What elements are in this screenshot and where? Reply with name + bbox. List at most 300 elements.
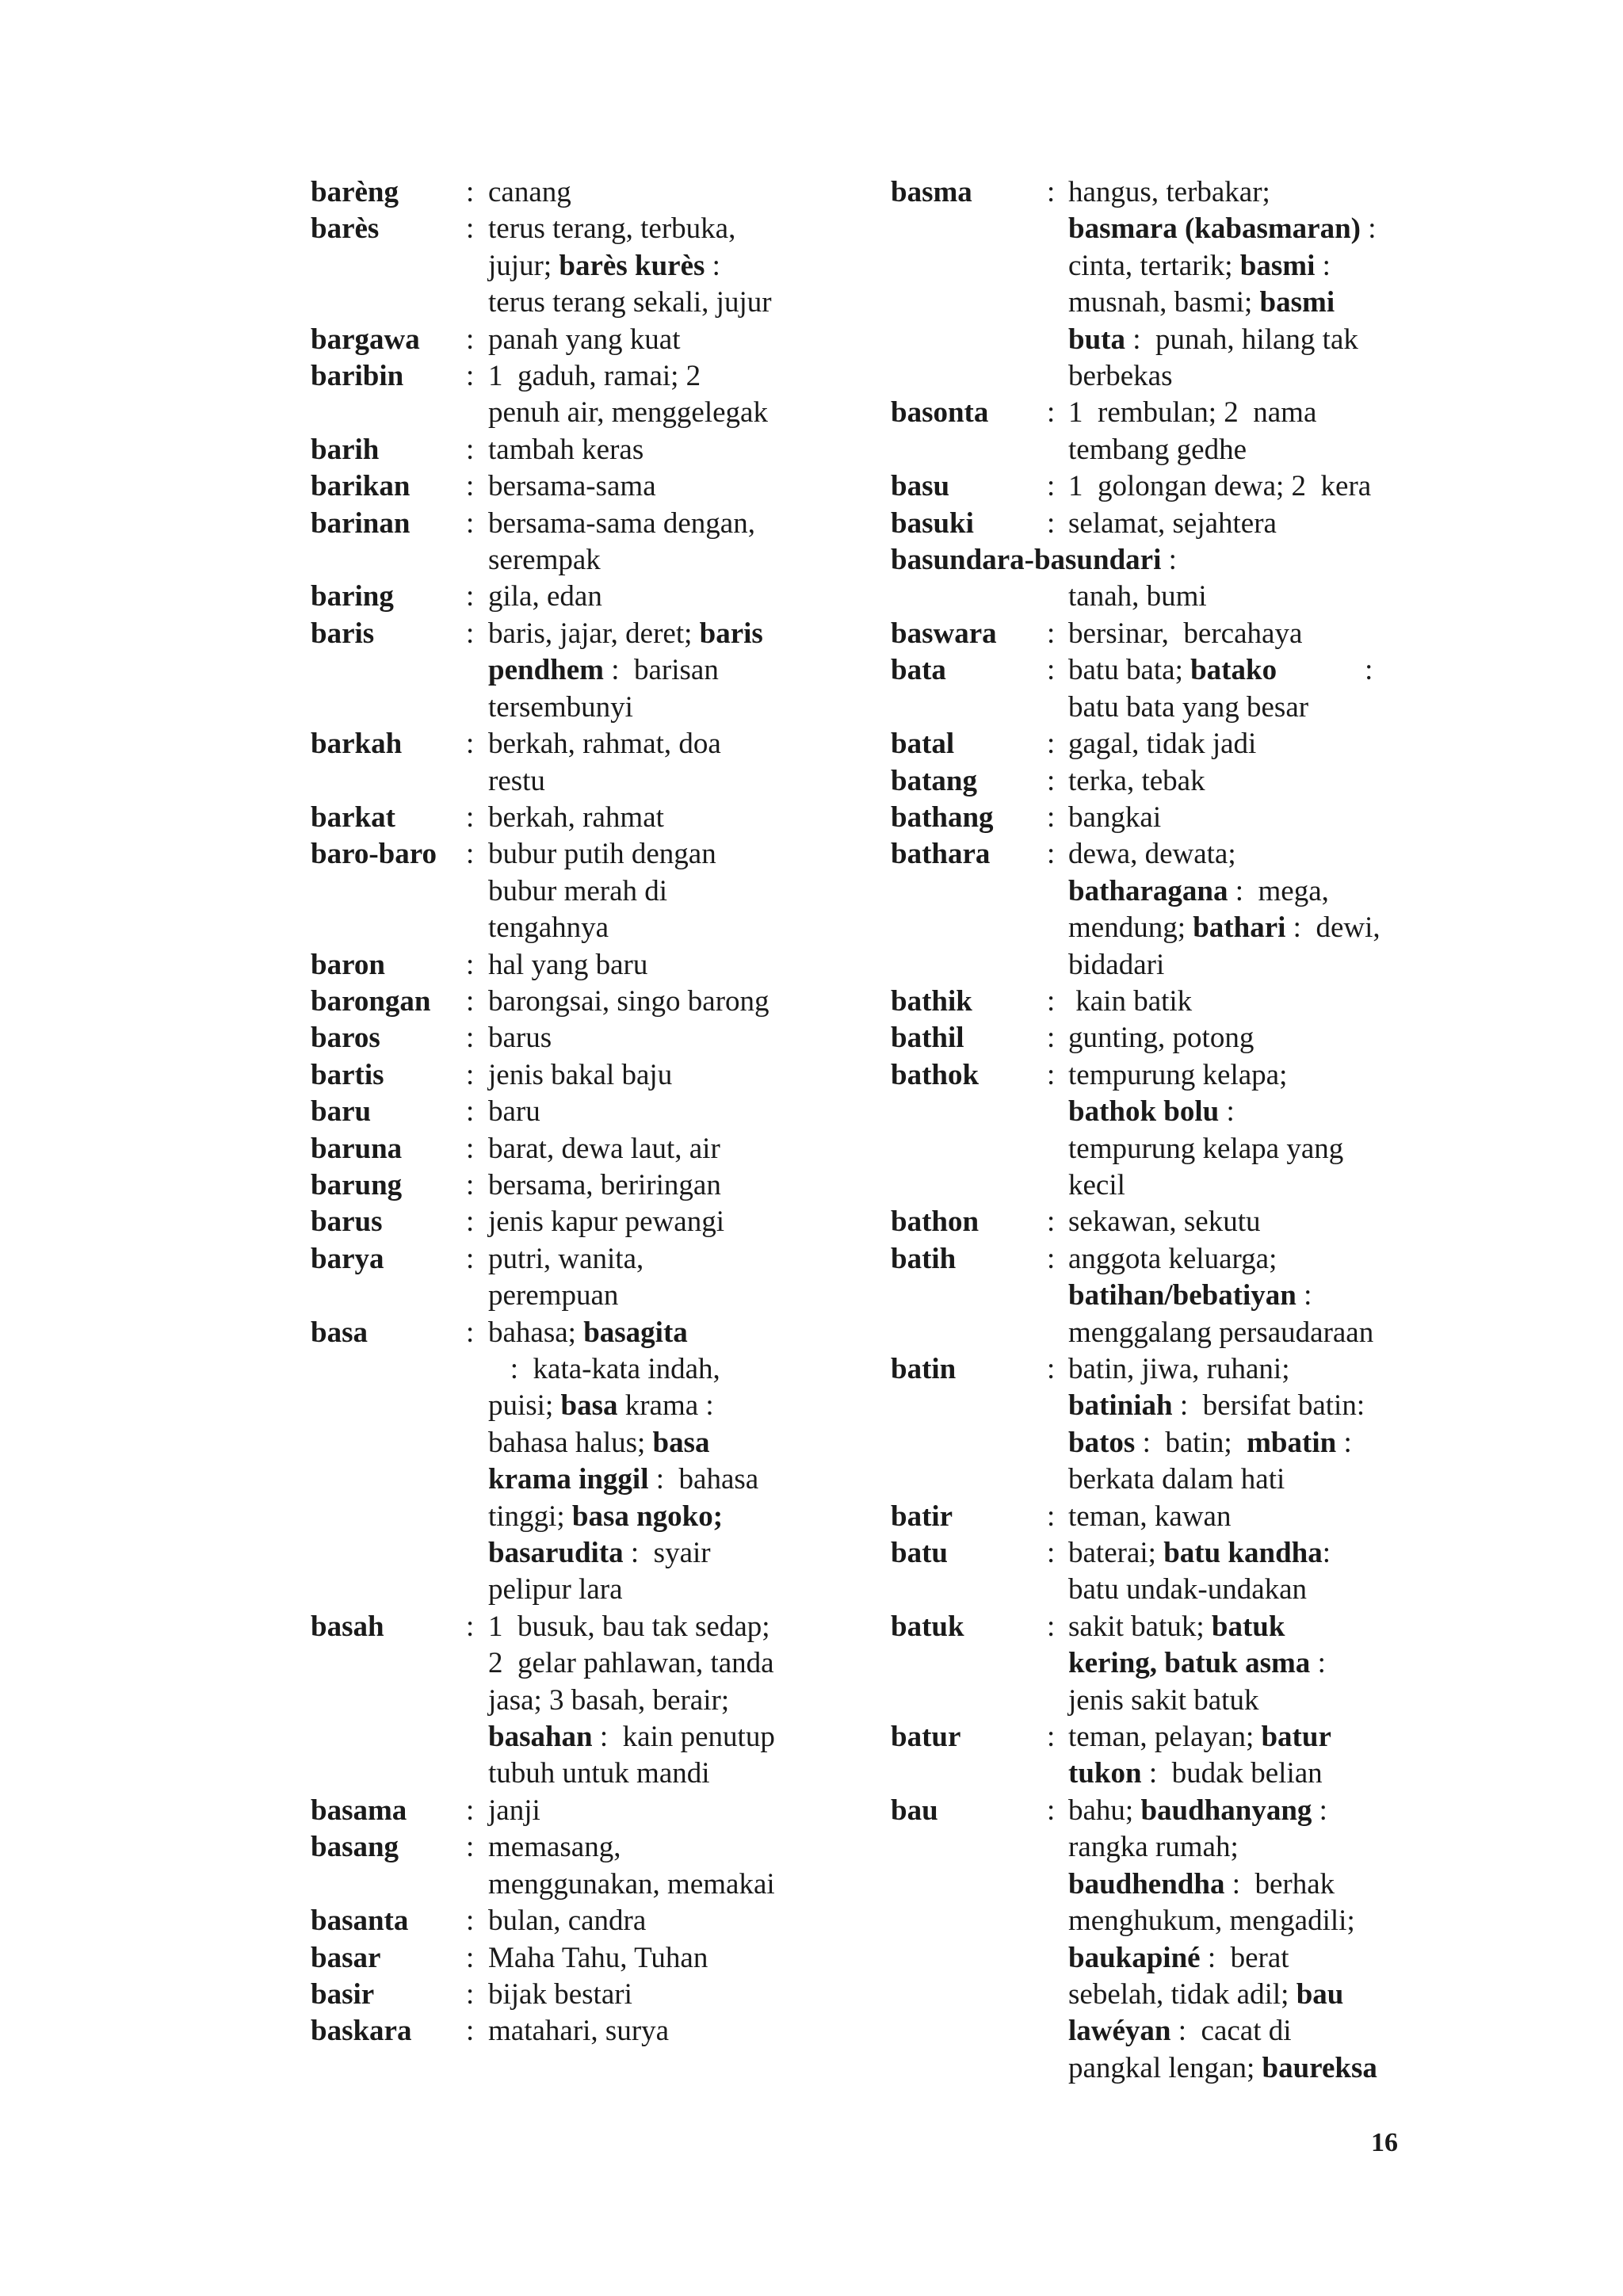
dictionary-entry: [311, 1793, 834, 1829]
sub-headword: batiniah: [1068, 1389, 1173, 1423]
sub-headword: basmi: [1239, 249, 1316, 282]
sub-headword: batos: [1068, 1426, 1136, 1459]
definition: [488, 174, 834, 211]
sub-headword: baureksa: [1262, 2051, 1377, 2084]
definition-text: pelipur lara: [488, 1573, 623, 1606]
definition-text: : punah, hilang tak: [1125, 323, 1358, 356]
separator-colon: :: [1047, 1721, 1056, 1754]
sub-headword: baudhanyang: [1140, 1794, 1312, 1827]
definition-text: :: [1361, 212, 1377, 246]
separator-colon: :: [1047, 838, 1056, 871]
definition-text: :: [1336, 1426, 1352, 1459]
headword: batal: [891, 728, 955, 761]
definition-text: kain batik: [1068, 984, 1193, 1018]
separator-colon: :: [466, 1058, 475, 1091]
definition-text: berkah, rahmat, doa: [488, 728, 721, 761]
headword: basa: [311, 1316, 368, 1349]
headword: basundara-basundari: [891, 544, 1162, 577]
dictionary-entry: [311, 1829, 834, 1903]
definition-text: baterai;: [1068, 1537, 1164, 1570]
separator-colon: :: [466, 470, 475, 503]
definition-text: gagal, tidak jadi: [1068, 728, 1257, 761]
definition: [488, 1903, 834, 1939]
separator-colon: :: [466, 1794, 475, 1827]
dictionary-entry: [311, 726, 834, 800]
separator-colon: :: [466, 728, 475, 761]
definition-text: panah yang kuat: [488, 323, 681, 356]
separator-colon: :: [466, 1831, 475, 1864]
headword: basonta: [891, 396, 989, 430]
separator-colon: :: [466, 1977, 475, 2011]
definition: [488, 506, 834, 579]
definition: [1068, 726, 1414, 762]
separator-colon: :: [466, 2015, 475, 2048]
dictionary-entry: [891, 1057, 1414, 1205]
definition-text: krama :: [617, 1389, 714, 1423]
headword: basu: [891, 470, 950, 503]
definition-text: :: [705, 249, 720, 282]
definition-text: tembang gedhe: [1068, 433, 1247, 466]
definition: [488, 358, 834, 432]
sub-headword: basa: [652, 1426, 710, 1459]
definition-text: bahasa halus;: [488, 1426, 653, 1459]
headword: bathara: [891, 838, 991, 871]
definition: [1068, 1793, 1414, 2087]
headword: barkah: [311, 728, 403, 761]
separator-colon: :: [466, 433, 475, 466]
dictionary-entry: [311, 1020, 834, 1056]
headword: basar: [311, 1941, 381, 1974]
sub-headword: bathok bolu: [1068, 1095, 1220, 1129]
separator-colon: :: [1047, 1058, 1056, 1091]
definition: [1068, 1204, 1414, 1240]
separator-colon: :: [1047, 617, 1056, 650]
separator-colon: :: [1047, 764, 1056, 797]
sub-headword: batuk: [1211, 1610, 1285, 1643]
dictionary-entry: [891, 1719, 1414, 1793]
definition-text: rangka rumah;: [1068, 1831, 1239, 1864]
dictionary-entry: [311, 506, 834, 579]
definition-text: matahari, surya: [488, 2015, 670, 2048]
definition-text: 1 gaduh, ramai; 2: [488, 360, 701, 393]
definition-text: bubur putih dengan: [488, 838, 716, 871]
separator-colon: :: [1161, 544, 1177, 577]
sub-headword: batihan/bebatiyan: [1068, 1279, 1296, 1312]
definition: [488, 1057, 834, 1094]
sub-headword: basahan: [488, 1721, 593, 1754]
definition-text: gila, edan: [488, 580, 602, 613]
headword: basama: [311, 1794, 407, 1827]
definition-text: bahu;: [1068, 1794, 1141, 1827]
definition-text: bersinar, bercahaya: [1068, 617, 1303, 650]
definition-text: bulan, candra: [488, 1904, 647, 1938]
definition-text: baru: [488, 1095, 540, 1129]
definition-text: batu bata;: [1068, 654, 1191, 687]
dictionary-entry: [891, 984, 1414, 1020]
definition-text: tempurung kelapa yang: [1068, 1132, 1344, 1165]
separator-colon: :: [466, 838, 475, 871]
definition-text: serempak: [488, 544, 601, 577]
definition-text: batin, jiwa, ruhani;: [1068, 1353, 1290, 1385]
definition-text: tanah, bumi: [1068, 580, 1207, 613]
sub-headword: lawéyan: [1068, 2015, 1171, 2048]
definition-text: bersama, beriringan: [488, 1168, 721, 1201]
headword: barung: [311, 1168, 403, 1201]
definition: [488, 1020, 834, 1056]
definition-text: jasa; 3 basah, berair;: [488, 1683, 730, 1717]
separator-colon: :: [466, 1242, 475, 1275]
definition-text: bahasa;: [488, 1316, 584, 1349]
dictionary-entry: [891, 1204, 1414, 1240]
dictionary-entry: [891, 1793, 1414, 2087]
definition-text: jenis kapur pewangi: [488, 1205, 724, 1239]
definition-text: jenis sakit batuk: [1068, 1683, 1259, 1717]
definition-text: 1 busuk, bau tak sedap;: [488, 1610, 770, 1643]
definition-text: bidadari: [1068, 948, 1165, 981]
dictionary-entry: [891, 1020, 1414, 1056]
dictionary-entry: [311, 2013, 834, 2050]
headword: bathik: [891, 984, 972, 1018]
dictionary-entry: [891, 1609, 1414, 1719]
definition-text: sebelah, tidak adil;: [1068, 1977, 1296, 2011]
definition-text: batu bata yang besar: [1068, 690, 1309, 724]
definition-text: :: [1312, 1794, 1327, 1827]
headword: barih: [311, 433, 380, 466]
headword: baro-baro: [311, 838, 437, 871]
headword: baskara: [311, 2015, 412, 2048]
definition-text: gunting, potong: [1068, 1022, 1254, 1055]
separator-colon: :: [466, 1168, 475, 1201]
dictionary-entry: [311, 1241, 834, 1315]
definition-text: canang: [488, 176, 571, 208]
definition-text: : budak belian: [1141, 1757, 1323, 1790]
definition-text: :: [1310, 1647, 1326, 1680]
dictionary-entry: [311, 800, 834, 836]
definition: [488, 468, 834, 505]
sub-headword: buta: [1068, 323, 1125, 356]
headword: batih: [891, 1242, 957, 1275]
dictionary-entry: [891, 506, 1414, 542]
separator-colon: :: [466, 212, 475, 246]
definition-text: bijak bestari: [488, 1977, 632, 2011]
definition: [1068, 984, 1414, 1020]
definition-text: restu: [488, 764, 545, 797]
definition-text: :: [1315, 249, 1331, 282]
dictionary-entry: [311, 1057, 834, 1094]
sub-headword: basmi: [1259, 286, 1335, 319]
definition-text: janji: [488, 1794, 540, 1827]
headword: bathang: [891, 800, 994, 834]
separator-colon: :: [466, 323, 475, 356]
dictionary-entry: [891, 468, 1414, 505]
headword: baswara: [891, 617, 997, 650]
separator-colon: :: [466, 360, 475, 393]
definition-text: batu undak-undakan: [1068, 1573, 1308, 1606]
definition-text: jenis bakal baju: [488, 1058, 673, 1091]
separator-colon: :: [1047, 1022, 1056, 1055]
definition-text: 2 gelar pahlawan, tanda: [488, 1647, 774, 1680]
dictionary-entry: [311, 579, 834, 615]
dictionary-entry: [311, 1315, 834, 1609]
dictionary-entry: [891, 1241, 1414, 1351]
separator-colon: :: [466, 506, 475, 540]
definition: [1068, 763, 1414, 800]
sub-headword: baudhendha: [1068, 1867, 1225, 1901]
headword: bathil: [891, 1022, 964, 1055]
definition-text: tengahnya: [488, 911, 609, 945]
separator-colon: :: [1047, 1794, 1056, 1827]
definition: [488, 579, 834, 615]
dictionary-entry: [891, 616, 1414, 652]
headword: bartis: [311, 1058, 384, 1091]
separator-colon: :: [1047, 396, 1056, 430]
definition-text: terus terang, terbuka,: [488, 212, 736, 246]
definition-text: kecil: [1068, 1168, 1125, 1201]
definition: [488, 1609, 834, 1793]
definition-text: musnah, basmi;: [1068, 286, 1260, 319]
definition-text: teman, pelayan;: [1068, 1721, 1262, 1754]
definition-text: :: [1277, 654, 1373, 687]
sub-headword: barès kurès: [559, 249, 705, 282]
headword: barus: [311, 1205, 383, 1239]
headword: barkat: [311, 800, 395, 834]
definition: [1068, 1499, 1414, 1535]
definition: [1068, 1057, 1414, 1205]
definition: [488, 1940, 834, 1977]
dictionary-entry: [891, 1499, 1414, 1535]
dictionary-entry: [891, 652, 1414, 726]
headword: baru: [311, 1095, 372, 1129]
dictionary-entry: [311, 174, 834, 211]
dictionary-entry: [311, 1977, 834, 2013]
dictionary-entry: [311, 322, 834, 358]
dictionary-entry: [311, 211, 834, 321]
dictionary-entry: [891, 1351, 1414, 1499]
dictionary-entry: [311, 1903, 834, 1939]
dictionary-entry: [311, 1940, 834, 1977]
separator-colon: :: [1047, 728, 1056, 761]
definition-text: : berat: [1200, 1941, 1289, 1974]
separator-colon: :: [466, 1941, 475, 1974]
definition-text: selamat, sejahtera: [1068, 506, 1277, 540]
definition: [488, 1094, 834, 1130]
right-column: [891, 174, 1414, 2087]
definition: [488, 726, 834, 800]
definition-text: : mega,: [1228, 874, 1329, 907]
headword: basma: [891, 176, 972, 208]
definition-text: : berhak: [1224, 1867, 1335, 1901]
definition-text: bangkai: [1068, 800, 1162, 834]
separator-colon: :: [466, 948, 475, 981]
definition-text: 1 golongan dewa; 2 kera: [1068, 470, 1372, 503]
sub-headword: basarudita: [488, 1537, 624, 1570]
separator-colon: :: [1047, 1537, 1056, 1570]
dictionary-entry: [311, 1094, 834, 1130]
definition: [1068, 652, 1414, 726]
definition-text: : bersifat batin:: [1172, 1389, 1365, 1423]
separator-colon: :: [466, 617, 475, 650]
sub-headword: basmara (kabasmaran): [1068, 212, 1361, 246]
definition-text: : batin;: [1135, 1426, 1247, 1459]
dictionary-entry: [311, 468, 834, 505]
headword: baruna: [311, 1132, 403, 1165]
headword: basah: [311, 1610, 384, 1643]
headword: basuki: [891, 506, 974, 540]
definition: [488, 984, 834, 1020]
separator-colon: :: [466, 580, 475, 613]
separator-colon: :: [1047, 800, 1056, 834]
definition-text: tubuh untuk mandi: [488, 1757, 710, 1790]
definition: [1068, 1241, 1414, 1351]
dictionary-entry: [891, 174, 1414, 395]
definition: [488, 322, 834, 358]
definition-text: memasang,: [488, 1831, 621, 1864]
separator-colon: :: [466, 176, 475, 208]
dictionary-entry: [891, 836, 1414, 984]
headword: barèng: [311, 176, 399, 208]
headword: bau: [891, 1794, 938, 1827]
definition-text: :: [1322, 1537, 1331, 1570]
left-column: [311, 174, 834, 2050]
sub-headword: batharagana: [1068, 874, 1228, 907]
definition-text: puisi;: [488, 1389, 561, 1423]
headword: bata: [891, 654, 946, 687]
separator-colon: :: [1047, 470, 1056, 503]
definition-text: sakit batuk;: [1068, 1610, 1212, 1643]
definition: [1068, 580, 1207, 613]
definition-text: bersama-sama dengan,: [488, 506, 755, 540]
headword: barès: [311, 212, 380, 246]
definition: [1068, 1609, 1414, 1719]
dictionary-entry: [311, 1204, 834, 1240]
definition-text: berkah, rahmat: [488, 800, 664, 834]
separator-colon: :: [1047, 1610, 1056, 1643]
separator-colon: :: [1047, 1499, 1056, 1533]
dictionary-entry: [311, 616, 834, 726]
separator-colon: :: [466, 984, 475, 1018]
sub-headword: bau: [1296, 1977, 1344, 2011]
definition-text: Maha Tahu, Tuhan: [488, 1941, 708, 1974]
definition-text: hal yang baru: [488, 948, 648, 981]
separator-colon: :: [466, 1095, 475, 1129]
dictionary-entry: [891, 800, 1414, 836]
definition-text: : syair: [623, 1537, 711, 1570]
definition: [488, 1167, 834, 1204]
dictionary-entry: [891, 1535, 1414, 1609]
sub-headword: mbatin: [1247, 1426, 1337, 1459]
separator-colon: :: [466, 800, 475, 834]
definition-text: putri, wanita,: [488, 1242, 644, 1275]
headword: bargawa: [311, 323, 420, 356]
headword: batin: [891, 1353, 957, 1385]
headword: baring: [311, 580, 394, 613]
headword: batang: [891, 764, 977, 797]
dictionary-entry: [311, 432, 834, 468]
page-number: 16: [1371, 2128, 1398, 2157]
separator-colon: :: [466, 1610, 475, 1643]
separator-colon: :: [1047, 1242, 1056, 1275]
definition: [1068, 1020, 1414, 1056]
sub-headword: baris: [699, 617, 763, 650]
definition-text: baris, jajar, deret;: [488, 617, 700, 650]
definition: [488, 2013, 834, 2050]
definition-text: 1 rembulan; 2 nama: [1068, 396, 1317, 430]
definition: [1068, 616, 1414, 652]
headword: barya: [311, 1242, 384, 1275]
definition-text: barongsai, singo barong: [488, 984, 769, 1018]
definition-text: : cacat di: [1170, 2015, 1292, 2048]
dictionary-entry: [311, 1131, 834, 1167]
separator-colon: :: [1047, 176, 1056, 208]
dictionary-entry: [311, 947, 834, 984]
definition-text: bersama-sama: [488, 470, 656, 503]
separator-colon: :: [466, 1132, 475, 1165]
sub-headword: pendhem: [488, 654, 604, 687]
headword: baribin: [311, 360, 404, 393]
definition: [488, 1829, 834, 1903]
definition-text: barus: [488, 1022, 552, 1055]
definition: [488, 1204, 834, 1240]
definition: [1068, 468, 1414, 505]
separator-colon: :: [466, 1022, 475, 1055]
definition-text: : kain penutup: [592, 1721, 775, 1754]
definition-text: : barisan: [603, 654, 719, 687]
definition-text: anggota keluarga;: [1068, 1242, 1277, 1275]
separator-colon: :: [1047, 1205, 1056, 1239]
definition-text: terka, tebak: [1068, 764, 1205, 797]
definition: [488, 1131, 834, 1167]
definition-text: tersembunyi: [488, 690, 633, 724]
separator-colon: :: [1047, 506, 1056, 540]
definition-text: perempuan: [488, 1279, 619, 1312]
definition: [488, 211, 834, 321]
definition-text: tinggi;: [488, 1499, 572, 1533]
headword: basir: [311, 1977, 375, 2011]
definition-text: bubur merah di: [488, 874, 668, 907]
sub-headword: bathari: [1193, 911, 1286, 945]
separator-colon: :: [1047, 984, 1056, 1018]
separator-colon: :: [466, 1904, 475, 1938]
definition: [1068, 1351, 1414, 1499]
headword: basanta: [311, 1904, 409, 1938]
definition: [1068, 1535, 1414, 1609]
definition-text: :: [1219, 1095, 1235, 1129]
headword: baris: [311, 617, 375, 650]
sub-headword: batu kandha: [1163, 1537, 1323, 1570]
sub-headword: tukon: [1068, 1757, 1142, 1790]
definition-text: sekawan, sekutu: [1068, 1205, 1261, 1239]
headword: batur: [891, 1721, 961, 1754]
separator-colon: :: [466, 1205, 475, 1239]
separator-colon: :: [1047, 654, 1056, 687]
definition: [488, 836, 834, 946]
definition-text: penuh air, menggelegak: [488, 396, 768, 430]
definition-text: hangus, terbakar;: [1068, 176, 1270, 208]
definition-text: mendung;: [1068, 911, 1193, 945]
separator-colon: :: [1047, 1353, 1056, 1385]
definition-text: menggalang persaudaraan: [1068, 1316, 1374, 1349]
definition-text: : bahasa: [648, 1463, 759, 1496]
definition-text: tambah keras: [488, 433, 644, 466]
definition-text: : dewi,: [1285, 911, 1381, 945]
definition: [488, 1241, 834, 1315]
sub-headword: basa ngoko;: [571, 1499, 724, 1533]
definition-text: teman, kawan: [1068, 1499, 1232, 1533]
definition-text: dewa, dewata;: [1068, 838, 1236, 871]
definition: [488, 800, 834, 836]
dictionary-entry: [891, 395, 1414, 468]
dictionary-entry: [311, 1609, 834, 1793]
